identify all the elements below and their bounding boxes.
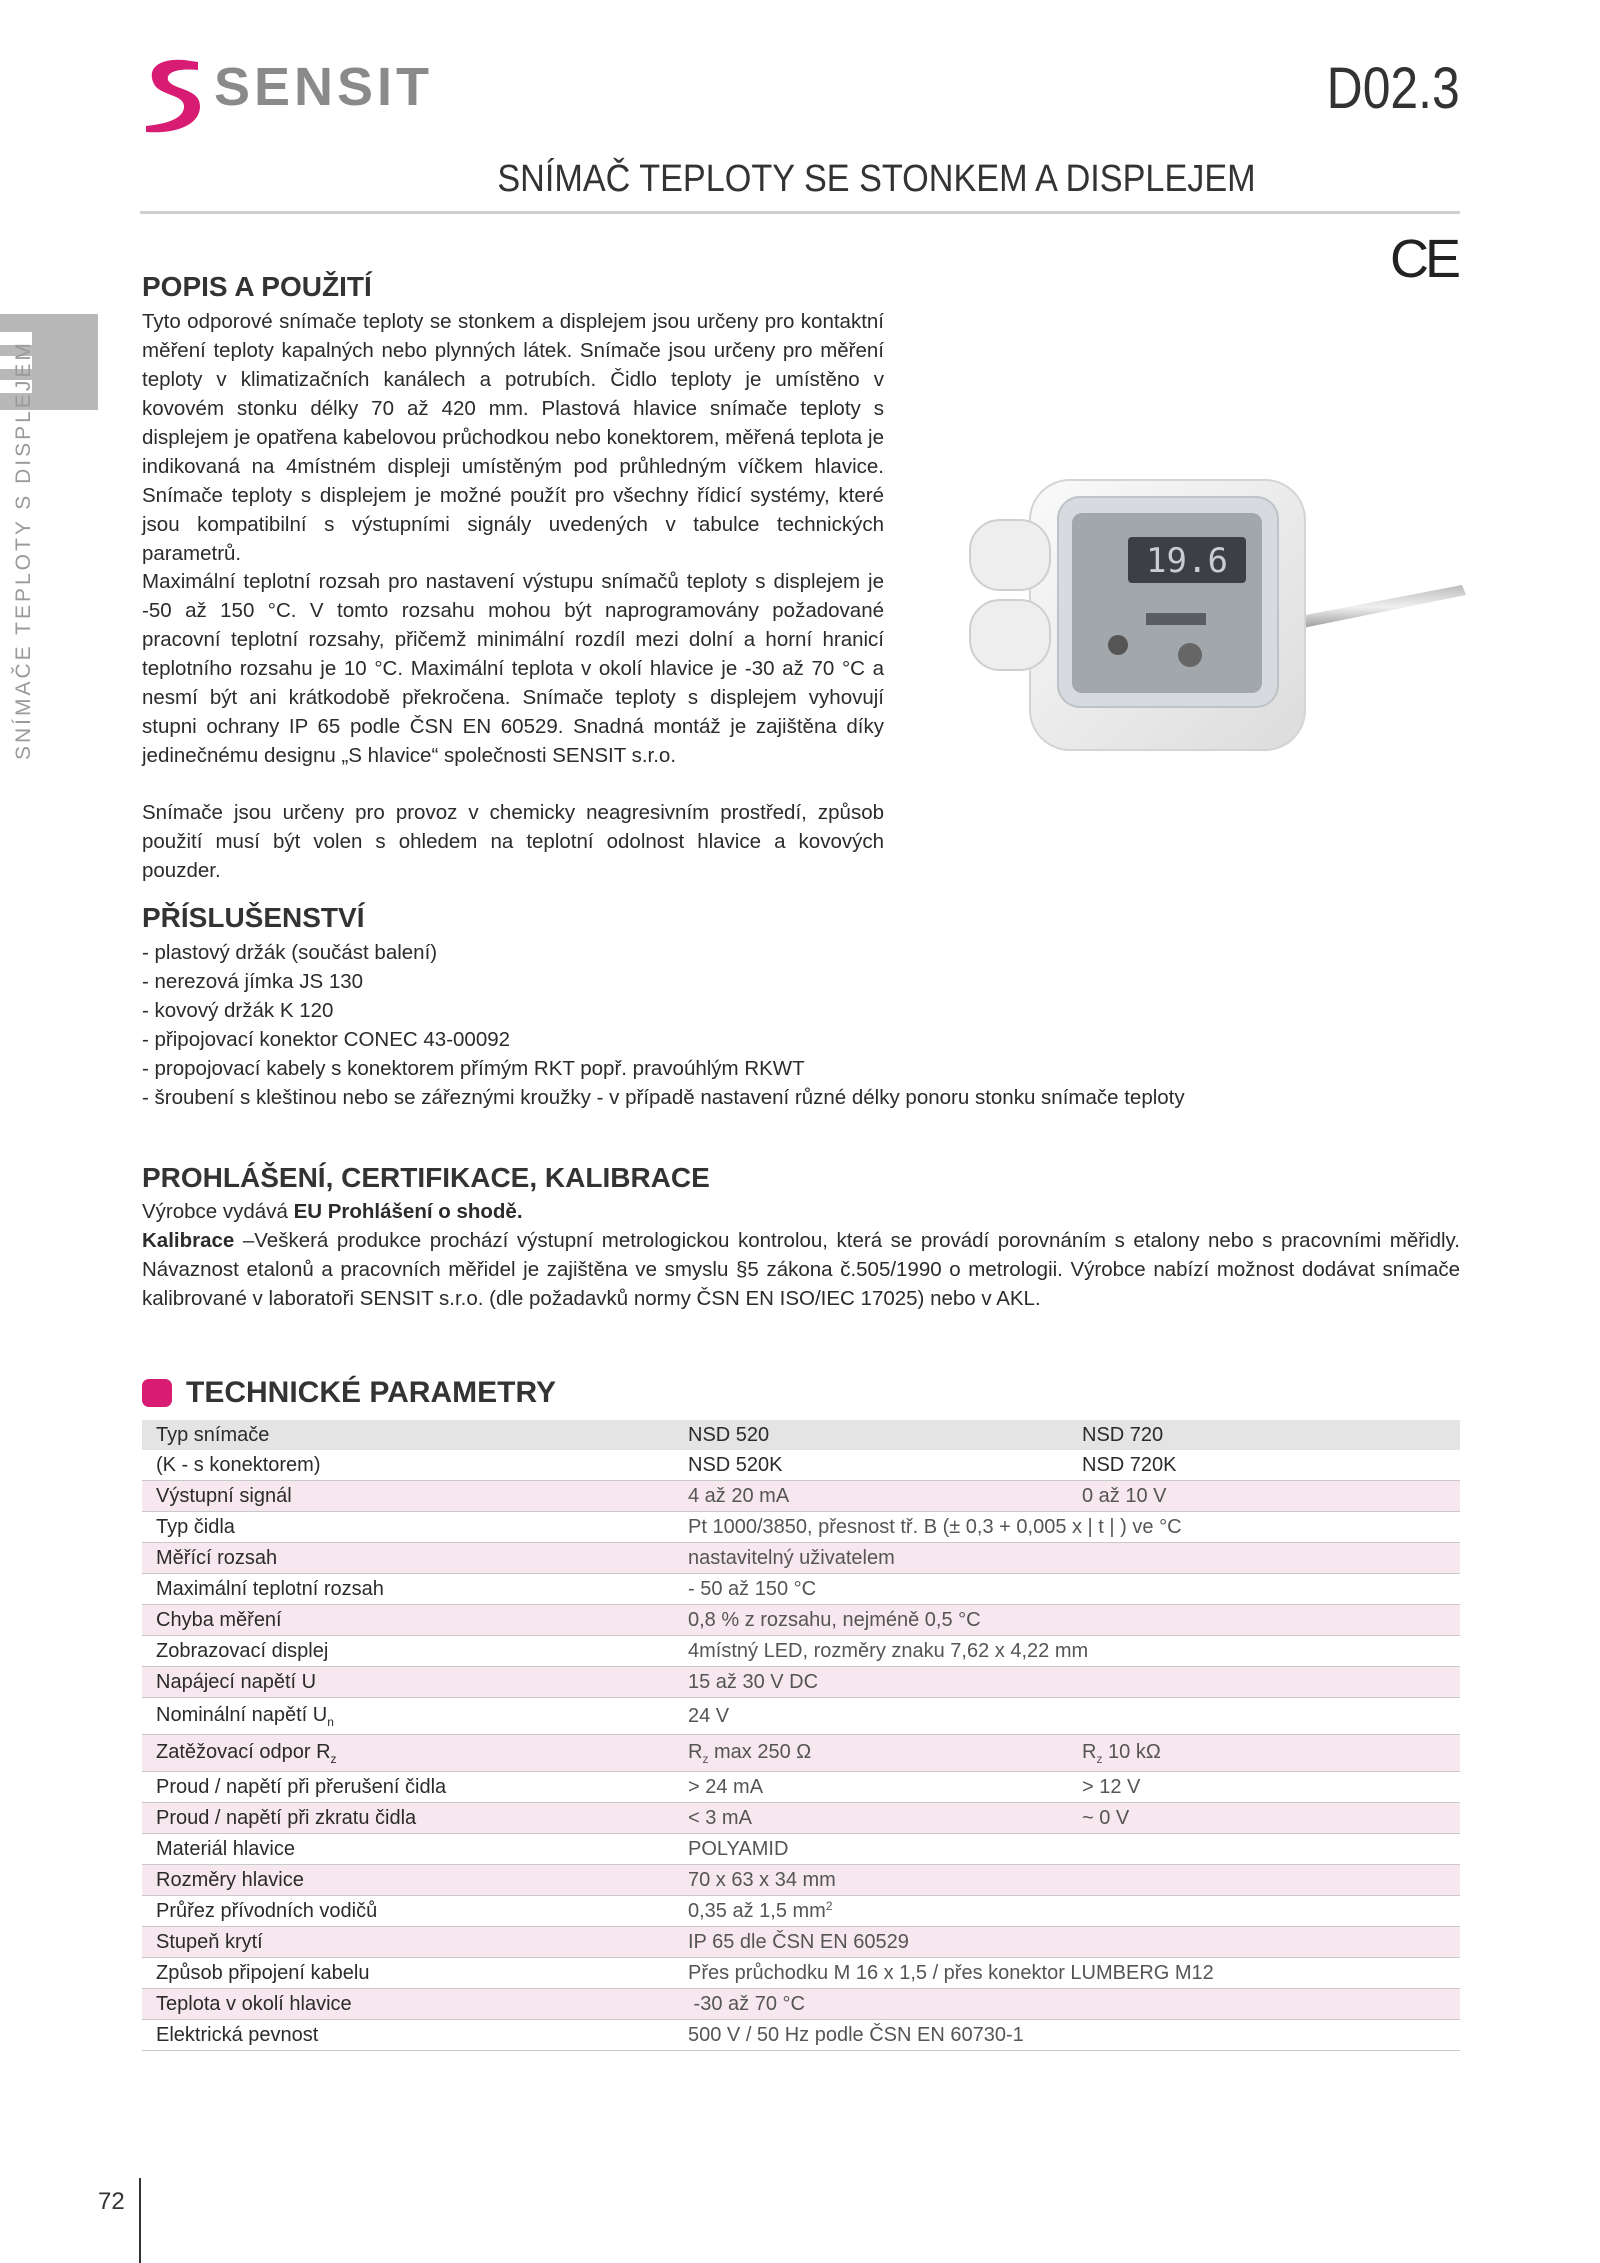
param-label-subscript: n	[327, 1714, 334, 1729]
param-label: Výstupní signál	[142, 1481, 674, 1512]
table-row	[142, 1543, 1460, 1574]
param-value-text: 10 kΩ	[1102, 1740, 1161, 1763]
list-item: - kovový držák K 120	[142, 999, 334, 1022]
tech-params-header	[142, 1376, 556, 1410]
table-row	[142, 1735, 1460, 1772]
param-value: NSD 720K	[1068, 1450, 1460, 1481]
param-value: 0,8 % z rozsahu, nejméně 0,5 °C	[674, 1605, 1460, 1636]
section-bullet-icon	[142, 1379, 172, 1407]
param-value-text: 0,35 až 1,5 mm	[688, 1900, 826, 1922]
calibration-paragraph	[142, 1226, 1460, 1313]
page-title: SNÍMAČ TEPLOTY SE STONKEM A DISPLEJEM	[497, 158, 1256, 200]
table-row	[142, 1636, 1460, 1667]
param-label-text: Zatěžovací odpor R	[156, 1740, 331, 1763]
certification-line	[142, 1197, 1460, 1226]
param-label: Typ snímače	[142, 1420, 674, 1450]
table-row	[142, 1605, 1460, 1636]
table-row	[142, 1667, 1460, 1698]
param-value: 4 až 20 mA	[674, 1481, 1068, 1512]
list-item: - nerezová jímka JS 130	[142, 970, 364, 993]
sensit-logo	[140, 54, 434, 134]
param-label: Napájecí napětí U	[142, 1667, 674, 1698]
param-label: Měřící rozsah	[142, 1543, 674, 1574]
param-value: NSD 520K	[674, 1450, 1068, 1481]
param-value: 15 až 30 V DC	[674, 1667, 1460, 1698]
param-label: Maximální teplotní rozsah	[142, 1574, 674, 1605]
param-value: > 24 mA	[674, 1772, 1068, 1803]
table-row	[142, 1989, 1460, 2020]
table-row	[142, 1574, 1460, 1605]
param-label-text: Nominální napětí U	[156, 1703, 328, 1726]
description-paragraph-3: Snímače jsou určeny pro provoz v chemicky neagresivním prostředí, způsob použití musí být volen s ohledem na teplotní odolnost hlavice a kovových pouzder.	[142, 801, 884, 882]
table-row	[142, 2020, 1460, 2051]
param-label-subscript: z	[330, 1751, 337, 1766]
param-label: Chyba měření	[142, 1605, 674, 1636]
heading-tech-params: TECHNICKÉ PARAMETRY	[186, 1376, 557, 1409]
table-row	[142, 1481, 1460, 1512]
param-label: Stupeň krytí	[142, 1927, 674, 1958]
param-value: Pt 1000/3850, přesnost tř. B (± 0,3 + 0,005 x | t | ) ve °C	[674, 1512, 1460, 1543]
table-row	[142, 1927, 1460, 1958]
list-item: - propojovací kabely s konektorem přímým RKT popř. pravoúhlým RKWT	[142, 1057, 805, 1080]
param-value: POLYAMID	[674, 1834, 1460, 1865]
display-reading: 19.6	[1146, 541, 1228, 581]
side-tab-label: SNÍMAČE TEPLOTY S DISPLEJEM	[12, 340, 35, 760]
table-row	[142, 1420, 1460, 1450]
param-value	[674, 1735, 1068, 1772]
param-value-subscript: z	[702, 1751, 709, 1766]
calibration-label: Kalibrace	[142, 1229, 235, 1252]
param-value: NSD 720	[1068, 1420, 1460, 1450]
param-label: Elektrická pevnost	[142, 2020, 674, 2051]
brand-name: SENSIT	[214, 57, 434, 117]
accessories-list	[142, 938, 1185, 1112]
param-value-text: R	[1082, 1740, 1097, 1763]
heading-certification: PROHLÁŠENÍ, CERTIFIKACE, KALIBRACE	[142, 1162, 710, 1193]
param-value: NSD 520	[674, 1420, 1068, 1450]
calibration-text: –Veškerá produkce prochází výstupní metrologickou kontrolou, která se provádí porovnáním s etalony nebo s pracovními měřidly. Návaznost etalonů a pracovních měřidel je zajištěna ve smyslu §5 zákona č.505/1990 o metrologii. Výrobce nabízí možnost dodávat snímače kalibrované v laboratoři SENSIT s.r.o. (dle požadavků normy ČSN EN ISO/IEC 17025) nebo v AKL.	[142, 1229, 1460, 1310]
param-value	[1068, 1735, 1460, 1772]
table-row	[142, 1803, 1460, 1834]
param-value: > 12 V	[1068, 1772, 1460, 1803]
param-label: Proud / napětí při přerušení čidla	[142, 1772, 674, 1803]
param-value-subscript: z	[1096, 1751, 1103, 1766]
description-paragraph-2: Maximální teplotní rozsah pro nastavení výstupu snímačů teploty s displejem je -50 až 150 °C. V tomto rozsahu mohou být naprogramovány požadované pracovní teplotní rozsahy, přičemž minimální rozdíl mezi dolní a horní hranicí teplotního rozsahu je 10 °C. Maximální teplota v okolí hlavice je -30 až 70 °C a nesmí být ani krátkodobě překročena. Snímače teploty s displejem vyhovují stupni ochrany IP 65 podle ČSN EN 60529. Snadná montáž je zajištěna díky jedinečnému designu „S hlavice“ společnosti SENSIT s.r.o.	[142, 570, 884, 767]
param-value: -30 až 70 °C	[674, 1989, 1460, 2020]
param-label: Způsob připojení kabelu	[142, 1958, 674, 1989]
param-label	[142, 1735, 674, 1772]
table-row	[142, 1450, 1460, 1481]
param-label: Materiál hlavice	[142, 1834, 674, 1865]
param-label: Teplota v okolí hlavice	[142, 1989, 674, 2020]
param-value	[674, 1896, 1460, 1927]
param-value: 24 V	[674, 1698, 1460, 1735]
param-value: 70 x 63 x 34 mm	[674, 1865, 1460, 1896]
param-value: IP 65 dle ČSN EN 60529	[674, 1927, 1460, 1958]
table-row	[142, 1512, 1460, 1543]
param-label: Rozměry hlavice	[142, 1865, 674, 1896]
param-label: Průřez přívodních vodičů	[142, 1896, 674, 1927]
heading-accessories: PŘÍSLUŠENSTVÍ	[142, 902, 365, 933]
param-value: 500 V / 50 Hz podle ČSN EN 60730-1	[674, 2020, 1460, 2051]
table-row	[142, 1958, 1460, 1989]
table-row	[142, 1772, 1460, 1803]
table-row	[142, 1865, 1460, 1896]
param-value: < 3 mA	[674, 1803, 1068, 1834]
description-paragraph-1: Tyto odporové snímače teploty se stonkem a displejem jsou určeny pro kontaktní měření teploty kapalných nebo plynných látek. Snímače jsou určeny pro měření teploty v klimatizačních kanálech a potrubích. Čidlo teploty je umístěno v kovovém stonku délky 70 až 420 mm. Plastová hlavice snímače teploty s displejem je opatřena kabelovou průchodkou nebo konektorem, měřená teplota je indikovaná na 4místném displeji umístěným pod průhledným víčkem hlavice. Snímače teploty s displejem je možné použít pro všechny řídicí systémy, které jsou kompatibilní s výstupními signály uvedených v tabulce technických parametrů.	[142, 310, 884, 565]
certification-text: Výrobce vydává	[142, 1200, 294, 1223]
footer-rule	[139, 2178, 141, 2263]
product-image	[950, 445, 1505, 795]
tech-params-table	[142, 1420, 1460, 2051]
param-value: Přes průchodku M 16 x 1,5 / přes konektor LUMBERG M12	[674, 1958, 1460, 1989]
list-item: - šroubení s kleštinou nebo se zářeznými kroužky - v případě nastavení různé délky ponoru stonku snímače teploty	[142, 1086, 1185, 1109]
list-item: - připojovací konektor CONEC 43-00092	[142, 1028, 511, 1051]
param-value-text: R	[688, 1740, 703, 1763]
param-label: Zobrazovací displej	[142, 1636, 674, 1667]
param-value-superscript: 2	[825, 1899, 833, 1913]
param-value: ~ 0 V	[1068, 1803, 1460, 1834]
title-rule	[140, 211, 1460, 214]
product-code: D02.3	[1326, 56, 1460, 121]
param-value: 0 až 10 V	[1068, 1481, 1460, 1512]
param-label: Typ čidla	[142, 1512, 674, 1543]
sensit-logo-icon	[140, 54, 210, 134]
param-label: (K - s konektorem)	[142, 1450, 674, 1481]
list-item: - plastový držák (součást balení)	[142, 941, 438, 964]
table-row	[142, 1896, 1460, 1927]
param-value-text: max 250 Ω	[708, 1740, 812, 1763]
certification-declaration: EU Prohlášení o shodě.	[293, 1200, 523, 1223]
table-row	[142, 1834, 1460, 1865]
param-value: - 50 až 150 °C	[674, 1574, 1460, 1605]
heading-description: POPIS A POUŽITÍ	[142, 271, 372, 302]
param-value: 4místný LED, rozměry znaku 7,62 x 4,22 mm	[674, 1636, 1460, 1667]
param-label: Proud / napětí při zkratu čidla	[142, 1803, 674, 1834]
param-value: nastavitelný uživatelem	[674, 1543, 1460, 1574]
param-label	[142, 1698, 674, 1735]
table-row	[142, 1698, 1460, 1735]
page-number: 72	[98, 2188, 125, 2215]
ce-mark-icon: CE	[1389, 229, 1457, 289]
